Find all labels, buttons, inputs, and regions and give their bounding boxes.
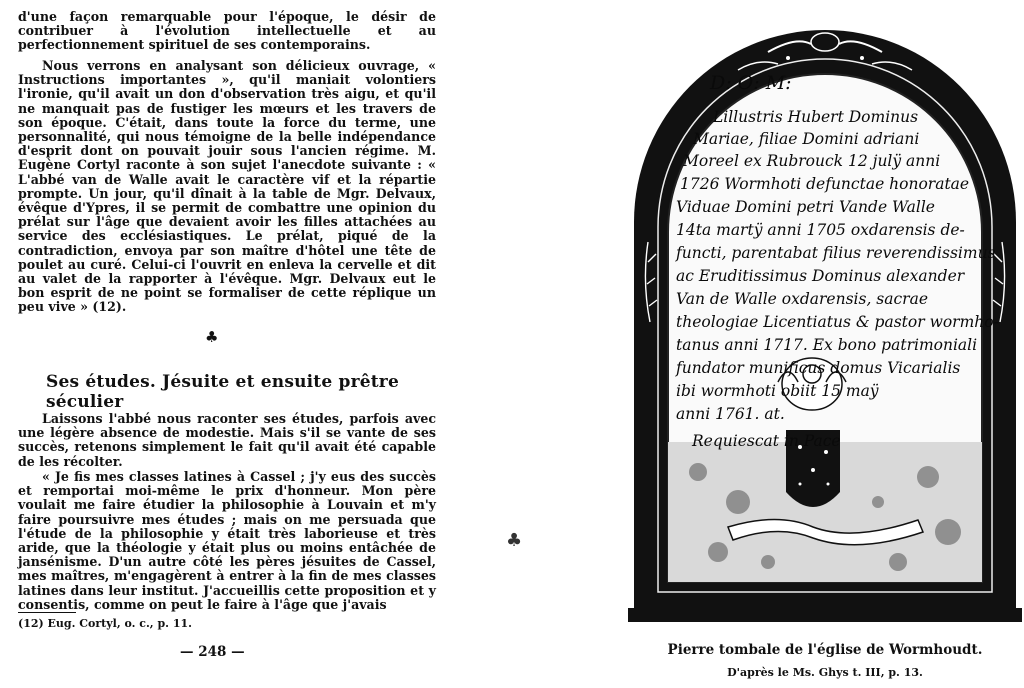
paragraph-2: Nous verrons en analysant son délicieux ouvrage, « Instructions importantes », qu'il maniait volontiers l'ironie, qu'il avait un don d'observation très aigu, et qu'il ne manquait pas de fustiger les mœurs et les travers de son époque. C'était, dans toute la force du terme, une personnalité, qui nous témoigne de la belle indépendance d'esprit dont on pouvait jouir sous l'ancien régime. M. Eugène Cortyl raconte à son sujet l'anecdote suivante : « L'abbé van de Walle avait le caractère vif et la répartie prompte. Un jour, qu'il dînait à la table de Mgr. Delvaux, évêque d'Ypres, il se permit de combattre une opinion du prélat sur l'âge que devaient avoir les filles attachées au service des ecclésiastiques. Le prélat, piqué de la contradiction, envoya par son maître d'hôtel une tête de poulet au curé. Celui-ci l'ouvrit en enleva la cervelle et dit au valet de la rapporter à l'évêque. Mgr. Delvaux eut le bon esprit de ne point se formaliser de cette réplique un peu vive » (12). (18, 58, 436, 315)
epitaph-line: ibi wormhoti obiit 15 maÿ (676, 382, 879, 400)
epitaph-line: Mariae, filiae Domini adriani (693, 130, 920, 148)
ornament-icon: ♣ (205, 328, 219, 346)
epitaph-line: tanus anni 1717. Ex bono patrimoniali (676, 336, 978, 354)
epitaph-line: Requiescat in Pace (692, 432, 841, 450)
paragraph-4: « Je fis mes classes latines à Cassel ; j'y eus des succès et remportai moi-même le prix d'honneur. Mon père voulait me faire étudier la philosophie à Louvain et m'y faire poursuivre mes études ; mais on me persuada que l'étude de la philosophie y était très laborieuse et très aride, que la théologie y était plus ou moins entâchée de jansénisme. D'un autre côté les pères jésuites de Cassel, mes maîtres, m'engagèrent à entrer à la fin de mes classes latines dans leur institut. J'accueillis cette proposition et y consentis, comme on peut le faire à l'âge que j'avais (18, 469, 436, 612)
epitaph-line: anni 1761. at. (676, 405, 785, 423)
epitaph-line: fundator munificus domus Vicarialis (676, 359, 961, 377)
tombstone-plate (628, 22, 1022, 622)
epitaph-text (628, 22, 1022, 622)
paragraph-1: d'une façon remarquable pour l'époque, le désir de contribuer à l'évolution intellectuelle et au perfectionnement spirituel de ses contemporains. (18, 9, 436, 53)
epitaph-line: Moreel ex Rubrouck 12 julÿ anni (683, 152, 941, 170)
footnote-divider (18, 612, 76, 613)
section-heading: Ses études. Jésuite et ensuite prêtre séculier (46, 372, 399, 412)
page-number: — 248 — (180, 644, 245, 660)
paragraph-3: Laissons l'abbé nous raconter ses études, parfois avec une légère absence de modestie. Mais s'il se vante de ses succès, retenons simplement le fait qu'il avait été capable de les récolter. (18, 411, 436, 469)
epitaph-line: Lillustris Hubert Dominus (713, 108, 919, 126)
epitaph-line: theologiae Licentiatus & pastor wormho- (676, 313, 999, 331)
epitaph-line: Van de Walle oxdarensis, sacrae (676, 290, 929, 308)
figure-caption-title: Pierre tombale de l'église de Wormhoudt. (667, 642, 983, 658)
epitaph-line: ac Eruditissimus Dominus alexander (676, 267, 965, 285)
epitaph-line: Viduae Domini petri Vande Walle (676, 198, 935, 216)
epitaph-line: 14ta martÿ anni 1705 oxdarensis de- (676, 221, 965, 239)
figure-caption-source: D'après le Ms. Ghys t. III, p. 13. (727, 666, 923, 679)
epitaph-line: D: O: M: (710, 72, 792, 94)
epitaph-line: 1726 Wormhoti defunctae honoratae (680, 175, 970, 193)
footnote: (12) Eug. Cortyl, o. c., p. 11. (18, 617, 192, 630)
epitaph-line: functi, parentabat filius reverendissimus (676, 244, 996, 262)
gutter-mark: ♣ (506, 530, 523, 551)
